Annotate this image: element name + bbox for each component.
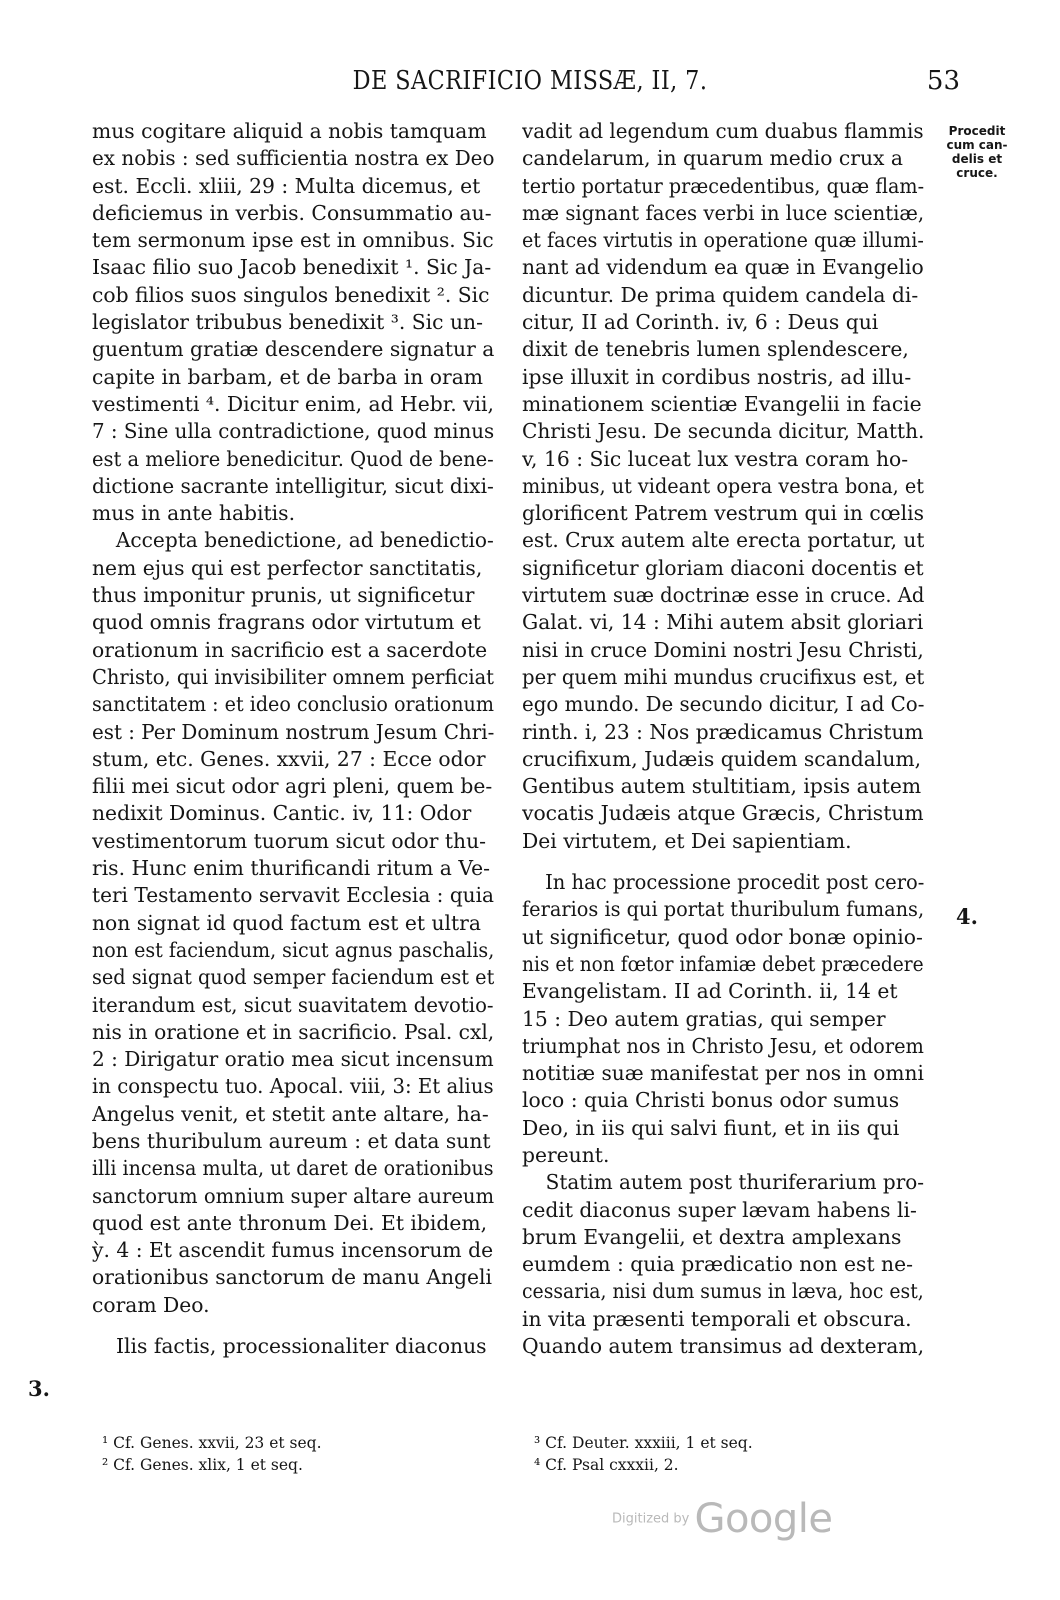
text-line-content: vestimenti ⁴. Dicitur enim, ad Hebr. vii, — [92, 391, 494, 416]
text-line-content: Evangelistam. II ad Corinth. ii, 14 et — [522, 979, 898, 1004]
text-line — [522, 828, 924, 855]
text-line-content: teri Testamento servavit Ecclesia : quia — [92, 883, 494, 908]
text-line — [92, 473, 494, 500]
text-line-content: Accepta benedictione, ad benedictio- — [115, 528, 494, 553]
text-line — [522, 951, 924, 978]
text-line-content: virtutem suæ doctrinæ esse in cruce. Ad — [522, 583, 924, 608]
text-line-content: sed signat quod semper faciendum est et — [92, 965, 494, 990]
text-line — [522, 446, 924, 473]
text-line — [522, 173, 924, 200]
text-line-content: Angelus venit, et stetit ante altare, ha- — [92, 1101, 489, 1126]
text-line-content: brum Evangelii, et dextra amplexans — [522, 1224, 902, 1249]
text-line-content: minibus, ut videant opera vestra bona, et — [522, 473, 924, 498]
text-line-content: guentum gratiæ descendere signatur a — [92, 337, 494, 362]
text-line — [522, 118, 924, 145]
text-line — [522, 364, 924, 391]
text-line-content: non signat id quod factum est et ultra — [92, 910, 481, 935]
footnote: ³ Cf. Deuter. xxxiii, 1 et seq. — [534, 1434, 753, 1452]
text-line-content: vocatis Judæis atque Græcis, Christum — [522, 801, 924, 826]
margin-note-line: cum can- — [946, 138, 1008, 152]
text-line — [92, 637, 494, 664]
text-line — [522, 473, 924, 500]
text-line — [522, 555, 924, 582]
text-line — [92, 1237, 494, 1264]
text-line-content: 2 : Dirigatur oratio mea sicut incensum — [92, 1047, 494, 1072]
text-line-content: quod est ante thronum Dei. Et ibidem, — [92, 1210, 488, 1235]
text-line-content: legislator tribubus benedixit ³. Sic un- — [92, 310, 483, 335]
text-line-content: Ilis factis, processionaliter diaconus — [116, 1334, 487, 1359]
text-line-content: dixit de tenebris lumen splendescere, — [522, 337, 909, 362]
text-line — [92, 145, 494, 172]
text-line-content: Quando autem transimus ad dexteram, — [522, 1334, 924, 1359]
text-line-content: ut significetur, quod odor bonæ opinio- — [522, 924, 923, 949]
page-number: 53 — [926, 66, 960, 96]
text-line — [522, 1033, 924, 1060]
text-line — [92, 1333, 494, 1360]
text-line — [92, 336, 494, 363]
text-line — [92, 173, 494, 200]
text-line — [92, 418, 494, 445]
text-line — [92, 691, 494, 718]
text-line — [522, 1087, 924, 1114]
text-line-content: coram Deo. — [92, 1292, 210, 1317]
text-line-content: 7 : Sine ulla contradictione, quod minus — [92, 419, 494, 444]
text-line-content: nis in oratione et in sacrificio. Psal. cxl, — [92, 1019, 494, 1044]
text-line-content: mus cogitare aliquid a nobis tamquam — [92, 119, 487, 143]
right-column — [522, 118, 924, 1360]
paragraph-gap — [92, 1319, 494, 1333]
text-line-content: ferarios is qui portat thuribulum fumans, — [522, 897, 924, 922]
text-line-content: stum, etc. Genes. xxvii, 27 : Ecce odor — [92, 746, 486, 771]
text-line-content: nem ejus qui est perfector sanctitatis, — [92, 555, 483, 580]
text-line-content: dictione sacrante intelligitur, sicut dixi- — [92, 473, 494, 498]
text-line-content: dicuntur. De prima quidem candela di- — [522, 282, 919, 307]
footnote: ⁴ Cf. Psal cxxxii, 2. — [534, 1456, 679, 1474]
text-line-content: loco : quia Christi bonus odor sumus — [522, 1088, 900, 1113]
text-line — [522, 336, 924, 363]
text-line-content: nant ad videndum ea quæ in Evangelio — [522, 255, 924, 280]
text-line-content: Galat. vi, 14 : Mihi autem absit gloriari — [522, 610, 924, 635]
text-line-content: est : Per Dominum nostrum Jesum Chri- — [92, 719, 494, 744]
text-line — [522, 418, 924, 445]
text-line — [522, 1224, 924, 1251]
text-line — [92, 555, 494, 582]
text-line-content: Deo, in iis qui salvi fiunt, et in iis qui — [522, 1115, 900, 1140]
text-line — [92, 882, 494, 909]
text-line-content: pereunt. — [522, 1142, 610, 1167]
text-line-content: citur, II ad Corinth. iv, 6 : Deus qui — [522, 310, 879, 335]
text-line-content: nisi in cruce Domini nostri Jesu Christi, — [522, 637, 924, 662]
text-line-content: ipse illuxit in cordibus nostris, ad illu- — [522, 364, 912, 389]
text-line-content: nis et non fœtor infamiæ debet præcedere — [522, 951, 924, 976]
text-line-content: cob filios suos singulos benedixit ². Sic — [92, 282, 490, 307]
text-line — [92, 446, 494, 473]
text-line-content: orationum in sacrificio est a sacerdote — [92, 637, 488, 662]
text-line-content: candelarum, in quarum medio crux a — [522, 146, 903, 171]
text-line-content: triumphat nos in Christo Jesu, et odorem — [522, 1033, 924, 1058]
text-line-content: crucifixum, Judæis quidem scandalum, — [522, 746, 922, 771]
text-line — [522, 145, 924, 172]
text-line — [92, 527, 494, 554]
text-line — [522, 282, 924, 309]
text-line — [92, 282, 494, 309]
text-line — [522, 773, 924, 800]
text-line-content: in conspectu tuo. Apocal. viii, 3: Et alius — [92, 1074, 494, 1099]
text-line — [522, 1251, 924, 1278]
text-line — [522, 1333, 924, 1360]
text-line-content: tem sermonum ipse est in omnibus. Sic — [92, 228, 494, 253]
text-line — [92, 828, 494, 855]
text-line — [522, 746, 924, 773]
text-line — [92, 992, 494, 1019]
text-line-content: Christo, qui invisibiliter omnem perficiat — [92, 664, 494, 689]
text-line — [522, 924, 924, 951]
text-line — [522, 254, 924, 281]
text-line — [522, 1060, 924, 1087]
text-line — [522, 1306, 924, 1333]
text-line — [92, 1019, 494, 1046]
section-number-4: 4. — [956, 904, 978, 929]
text-line — [92, 855, 494, 882]
text-line-content: vadit ad legendum cum duabus flammis — [522, 119, 924, 143]
text-line — [522, 200, 924, 227]
text-line-content: notitiæ suæ manifestat per nos in omni — [522, 1061, 924, 1086]
text-line — [92, 1183, 494, 1210]
running-title: DE SACRIFICIO MISSÆ, II, 7. — [352, 66, 708, 96]
text-line-content: orationibus sanctorum de manu Angeli — [92, 1265, 493, 1290]
text-line — [92, 227, 494, 254]
text-line — [92, 773, 494, 800]
text-line-content: iterandum est, sicut suavitatem devotio- — [92, 992, 494, 1017]
text-line — [92, 1292, 494, 1319]
text-line — [522, 719, 924, 746]
text-line — [522, 1278, 924, 1305]
text-line — [522, 637, 924, 664]
text-line — [92, 1155, 494, 1182]
text-line-content: mus in ante habitis. — [92, 501, 296, 526]
text-line-content: ỳ. 4 : Et ascendit fumus incensorum de — [92, 1238, 494, 1263]
text-line — [92, 1210, 494, 1237]
footnote: ² Cf. Genes. xlix, 1 et seq. — [102, 1456, 303, 1474]
text-line — [92, 582, 494, 609]
text-line — [92, 800, 494, 827]
text-line — [92, 309, 494, 336]
text-line — [92, 1264, 494, 1291]
margin-note — [936, 124, 1018, 180]
text-line — [522, 527, 924, 554]
text-line-content: sanctitatem : et ideo conclusio orationum — [92, 692, 494, 717]
paragraph-gap — [522, 855, 924, 869]
text-line — [522, 800, 924, 827]
text-line-content: vestimentorum tuorum sicut odor thu- — [92, 828, 487, 853]
text-line-content: Dei virtutem, et Dei sapientiam. — [522, 828, 852, 853]
text-line — [92, 391, 494, 418]
text-line — [92, 254, 494, 281]
text-line — [522, 309, 924, 336]
text-line-content: cessaria, nisi dum sumus in læva, hoc est, — [522, 1279, 924, 1304]
text-line — [92, 964, 494, 991]
text-line-content: filii mei sicut odor agri pleni, quem be- — [92, 774, 493, 799]
text-line — [522, 978, 924, 1005]
text-line — [92, 910, 494, 937]
text-line-content: Isaac filio suo Jacob benedixit ¹. Sic Ja- — [92, 255, 492, 280]
text-line-content: et faces virtutis in operatione quæ illumi- — [522, 228, 924, 253]
text-line-content: Gentibus autem stultitiam, ipsis autem — [522, 774, 922, 799]
text-line-content: rinth. i, 23 : Nos prædicamus Christum — [522, 719, 924, 744]
text-line-content: glorificent Patrem vestrum qui in cœlis — [522, 501, 924, 526]
text-line — [522, 500, 924, 527]
text-line-content: illi incensa multa, ut daret de orationibus — [92, 1156, 494, 1181]
text-line — [522, 691, 924, 718]
text-line — [92, 1128, 494, 1155]
text-line-content: est a meliore benedicitur. Quod de bene- — [92, 446, 494, 471]
section-number-3: 3. — [28, 1376, 50, 1401]
text-line — [92, 609, 494, 636]
digitized-watermark — [612, 1496, 833, 1542]
text-line — [522, 609, 924, 636]
text-line-content: per quem mihi mundus crucifixus est, et — [522, 664, 924, 689]
text-line — [92, 719, 494, 746]
margin-note-line: Procedit — [948, 124, 1006, 138]
text-line — [92, 1073, 494, 1100]
text-line — [92, 364, 494, 391]
text-line — [92, 1101, 494, 1128]
text-line — [522, 664, 924, 691]
text-line-content: mæ signant faces verbi in luce scientiæ, — [522, 200, 924, 225]
text-line — [522, 391, 924, 418]
text-line-content: bens thuribulum aureum : et data sunt — [92, 1128, 491, 1153]
margin-note-line: cruce. — [956, 166, 998, 180]
text-line — [522, 582, 924, 609]
text-line-content: tertio portatur præcedentibus, quæ flam- — [522, 173, 924, 198]
text-line — [92, 500, 494, 527]
text-line-content: ego mundo. De secundo dicitur, I ad Co- — [522, 692, 924, 717]
text-line — [522, 869, 924, 896]
text-line — [522, 1006, 924, 1033]
text-line — [522, 896, 924, 923]
text-line-content: In hac processione procedit post cero- — [545, 870, 924, 895]
text-line-content: sanctorum omnium super altare aureum — [92, 1183, 494, 1208]
text-line — [92, 200, 494, 227]
text-line-content: significetur gloriam diaconi docentis et — [522, 555, 924, 580]
text-line — [522, 1169, 924, 1196]
watermark-prefix: Digitized by — [612, 1511, 690, 1527]
text-line-content: est. Crux autem alte erecta portatur, ut — [522, 528, 924, 553]
text-line-content: ris. Hunc enim thurificandi ritum a Ve- — [92, 856, 490, 881]
text-line-content: non est faciendum, sicut agnus paschalis, — [92, 937, 494, 962]
text-line-content: deficiemus in verbis. Consummatio au- — [92, 200, 492, 225]
footnotes-left — [102, 1432, 502, 1476]
text-line-content: in vita præsenti temporali et obscura. — [522, 1306, 912, 1331]
text-line-content: eumdem : quia prædicatio non est ne- — [522, 1252, 913, 1277]
margin-note-line: delis et — [951, 152, 1003, 166]
text-line-content: Statim autem post thuriferarium pro- — [545, 1170, 924, 1195]
text-line — [92, 1046, 494, 1073]
google-logo: Google — [694, 1496, 833, 1542]
text-line — [522, 1115, 924, 1142]
text-line — [522, 1197, 924, 1224]
text-line-content: thus imponitur prunis, ut significetur — [92, 583, 475, 608]
text-line — [92, 664, 494, 691]
text-line-content: v, 16 : Sic luceat lux vestra coram ho- — [522, 446, 909, 471]
text-line — [92, 937, 494, 964]
text-line-content: cedit diaconus super lævam habens li- — [522, 1197, 917, 1222]
text-line-content: Christi Jesu. De secunda dicitur, Matth. — [522, 419, 924, 444]
text-line-content: quod omnis fragrans odor virtutum et — [92, 610, 481, 635]
text-line — [92, 118, 494, 145]
text-line — [92, 746, 494, 773]
text-line — [522, 1142, 924, 1169]
text-line-content: nedixit Dominus. Cantic. iv, 11: Odor — [92, 801, 472, 826]
footnote: ¹ Cf. Genes. xxvii, 23 et seq. — [102, 1434, 322, 1452]
text-line — [522, 227, 924, 254]
text-line-content: minationem scientiæ Evangelii in facie — [522, 391, 922, 416]
text-line-content: 15 : Deo autem gratias, qui semper — [522, 1006, 886, 1031]
text-line-content: capite in barbam, et de barba in oram — [92, 364, 484, 389]
left-column — [92, 118, 494, 1360]
text-line-content: est. Eccli. xliii, 29 : Multa dicemus, et — [92, 173, 481, 198]
footnotes-right — [534, 1432, 934, 1476]
text-line-content: ex nobis : sed sufficientia nostra ex Deo — [92, 146, 494, 171]
